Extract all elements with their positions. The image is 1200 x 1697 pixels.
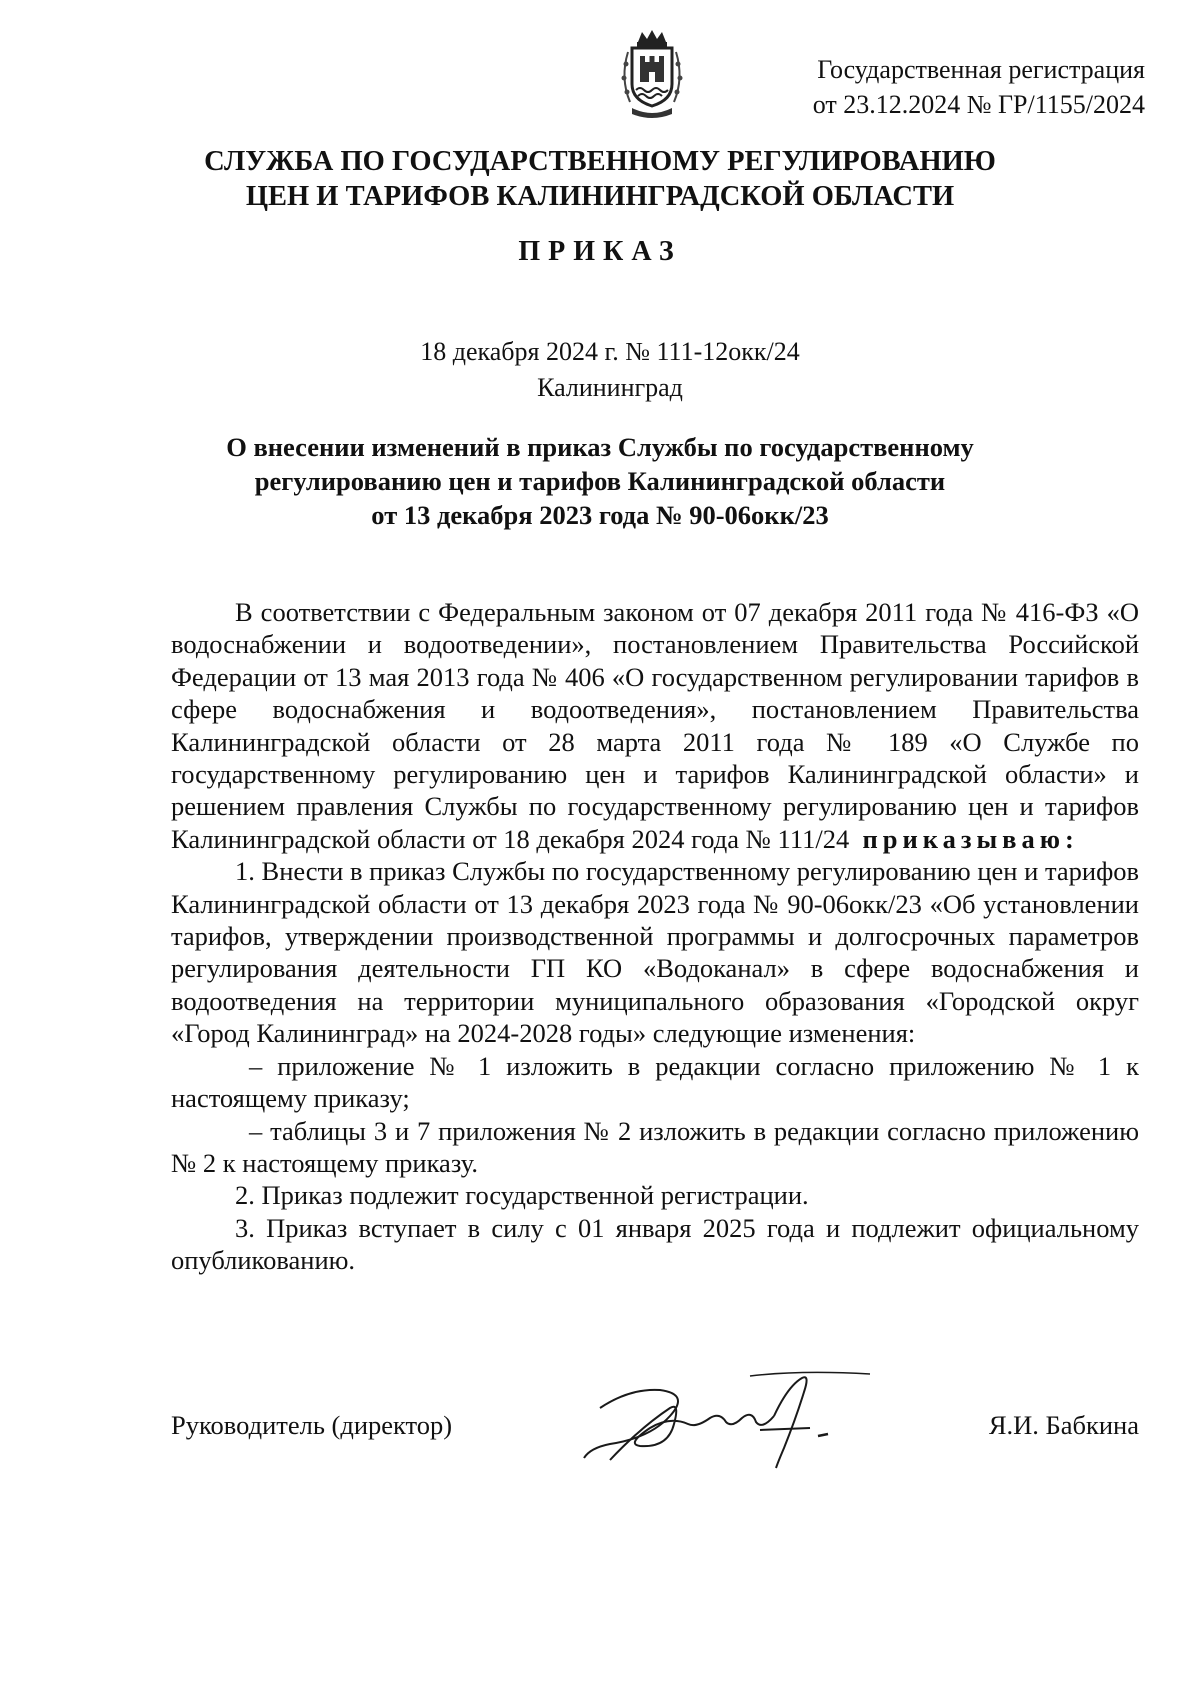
- city: Калининград: [537, 373, 683, 402]
- registration-line-2: от 23.12.2024 № ГР/1155/2024: [812, 90, 1145, 119]
- item-1-dash-2: – таблицы 3 и 7 приложения № 2 изложить в редакции согласно приложению № 2 к настоящему приказу.: [171, 1115, 1139, 1178]
- organization-name: [0, 144, 1200, 214]
- subject-line-3: от 13 декабря 2023 года № 90-06окк/23: [371, 500, 829, 530]
- subject-line-2: регулированию цен и тарифов Калининградской области: [254, 466, 946, 496]
- signatory-name: Я.И. Бабкина: [988, 1410, 1139, 1440]
- handwritten-signature: [570, 1368, 890, 1478]
- order-word: приказываю:: [862, 823, 1079, 854]
- registration-line-1: Государственная регистрация: [817, 55, 1145, 84]
- item-2: 2. Приказ подлежит государственной регистрации.: [235, 1180, 809, 1211]
- signatory-title: Руководитель (директор): [171, 1410, 453, 1440]
- document-subject: [0, 430, 1200, 532]
- date-number: 18 декабря 2024 г. № 111-12окк/24: [420, 337, 800, 366]
- coat-of-arms-icon: [618, 28, 686, 120]
- item-1-dash-1: – приложение № 1 изложить в редакции согласно приложению № 1 к настоящему приказу;: [171, 1050, 1139, 1114]
- preamble-text: В соответствии с Федеральным законом от 07 декабря 2011 года № 416-ФЗ «О водоснабжении и водоотведении», постановлением Правительства Российской Федерации от 13 мая 2013 года № 406 «О государственном регулировании тарифов в сфере водоснабжения и водоотведения», постановлением Правительства Калининградской области от 28 марта 2011 года № 189 «О Службе по государственному регулированию цен и тарифов Калининградской области» и решением правления Службы по государственному регулированию цен и тарифов Калининградской области от 18 декабря 2024 года № 111/24: [171, 597, 1139, 854]
- subject-line-1: О внесении изменений в приказ Службы по государственному: [226, 432, 974, 462]
- document-type: ПРИКАЗ: [518, 236, 682, 267]
- organization-line-2: ЦЕН И ТАРИФОВ КАЛИНИНГРАДСКОЙ ОБЛАСТИ: [245, 181, 955, 212]
- document-body: [171, 596, 1139, 1277]
- organization-line-1: СЛУЖБА ПО ГОСУДАРСТВЕННОМУ РЕГУЛИРОВАНИЮ: [204, 146, 996, 177]
- item-1: 1. Внести в приказ Службы по государственному регулированию цен и тарифов Калининградской области от 13 декабря 2023 года № 90-06окк/23 «Об установлении тарифов, утверждении производственной программы и долгосрочных параметров регулирования деятельности ГП КО «Водоканал» в сфере водоснабжения и водоотведения на территории муниципального образования «Городской округ «Город Калининград» на 2024-2028 годы» следующие изменения:: [171, 856, 1139, 1049]
- date-and-place: [0, 334, 1200, 406]
- preamble-paragraph: [171, 596, 1139, 855]
- item-3: 3. Приказ вступает в силу с 01 января 2025 года и подлежит официальному опубликованию.: [171, 1212, 1139, 1276]
- registration-stamp: [725, 52, 1145, 122]
